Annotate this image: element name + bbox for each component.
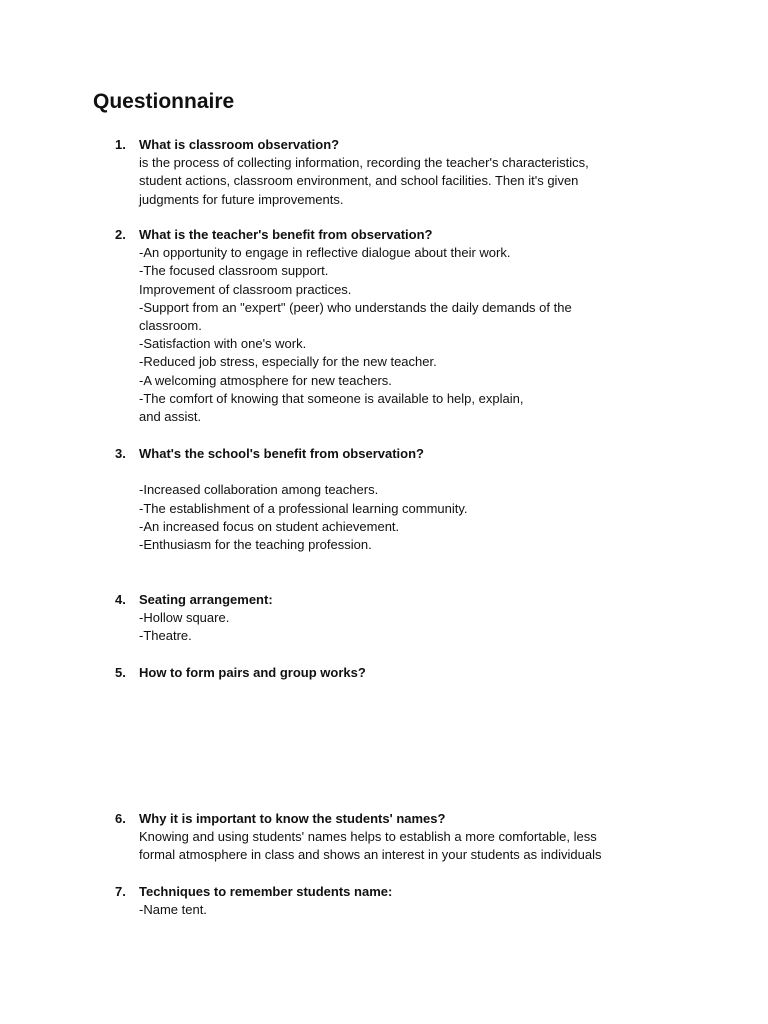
spacer [139, 463, 699, 481]
answer-line: judgments for future improvements. [139, 191, 344, 207]
document-title: Questionnaire [93, 90, 235, 113]
question-number: 6. [115, 811, 126, 826]
question-text: What is the teacher's benefit from observation? [139, 227, 433, 242]
answer-line: -Satisfaction with one's work. [139, 336, 307, 352]
question-body [139, 445, 699, 554]
answer-line: Improvement of classroom practices. [139, 281, 352, 297]
answer-line: -The establishment of a professional learning community. [139, 500, 468, 516]
question-body [139, 591, 699, 646]
answer-line: is the process of collecting information, recording the teacher's characteristics, [139, 155, 589, 171]
answer-line: -Increased collaboration among teachers. [139, 482, 379, 498]
answer-line: formal atmosphere in class and shows an interest in your students as individuals [139, 847, 602, 863]
question-text: What's the school's benefit from observation? [139, 446, 424, 461]
question-text: Why it is important to know the students' names? [139, 811, 446, 826]
question-text: What is classroom observation? [139, 137, 340, 152]
question-text: Seating arrangement: [139, 592, 273, 607]
question-body [139, 226, 699, 426]
question-number: 5. [115, 665, 126, 680]
question-number: 1. [115, 137, 126, 152]
question-text: Techniques to remember students name: [139, 884, 393, 899]
question-body [139, 810, 699, 865]
question-text: How to form pairs and group works? [139, 665, 366, 680]
question-body [139, 664, 699, 682]
question-number: 4. [115, 592, 126, 607]
answer-line: -Support from an "expert" (peer) who understands the daily demands of the [139, 299, 572, 315]
answer-line: -The comfort of knowing that someone is available to help, explain, [139, 390, 524, 406]
answer-line: classroom. [139, 318, 202, 334]
answer-line: -Hollow square. [139, 610, 230, 626]
question-number: 3. [115, 446, 126, 461]
answer-line: -The focused classroom support. [139, 263, 329, 279]
question-body [139, 883, 699, 919]
answer-line: -An increased focus on student achievement. [139, 518, 400, 534]
answer-line: Knowing and using students' names helps to establish a more comfortable, less [139, 829, 597, 845]
question-number: 2. [115, 227, 126, 242]
question-number: 7. [115, 884, 126, 899]
answer-line: -Enthusiasm for the teaching profession. [139, 537, 372, 552]
answer-line: and assist. [139, 409, 202, 425]
answer-line: -An opportunity to engage in reflective dialogue about their work. [139, 245, 511, 261]
answer-line: student actions, classroom environment, and school facilities. Then it's given [139, 173, 579, 189]
question-body [139, 136, 699, 209]
answer-line: -Reduced job stress, especially for the new teacher. [139, 354, 437, 370]
answer-line: -Name tent. [139, 902, 207, 918]
answer-line: -Theatre. [139, 628, 192, 644]
answer-line: -A welcoming atmosphere for new teachers. [139, 372, 392, 388]
